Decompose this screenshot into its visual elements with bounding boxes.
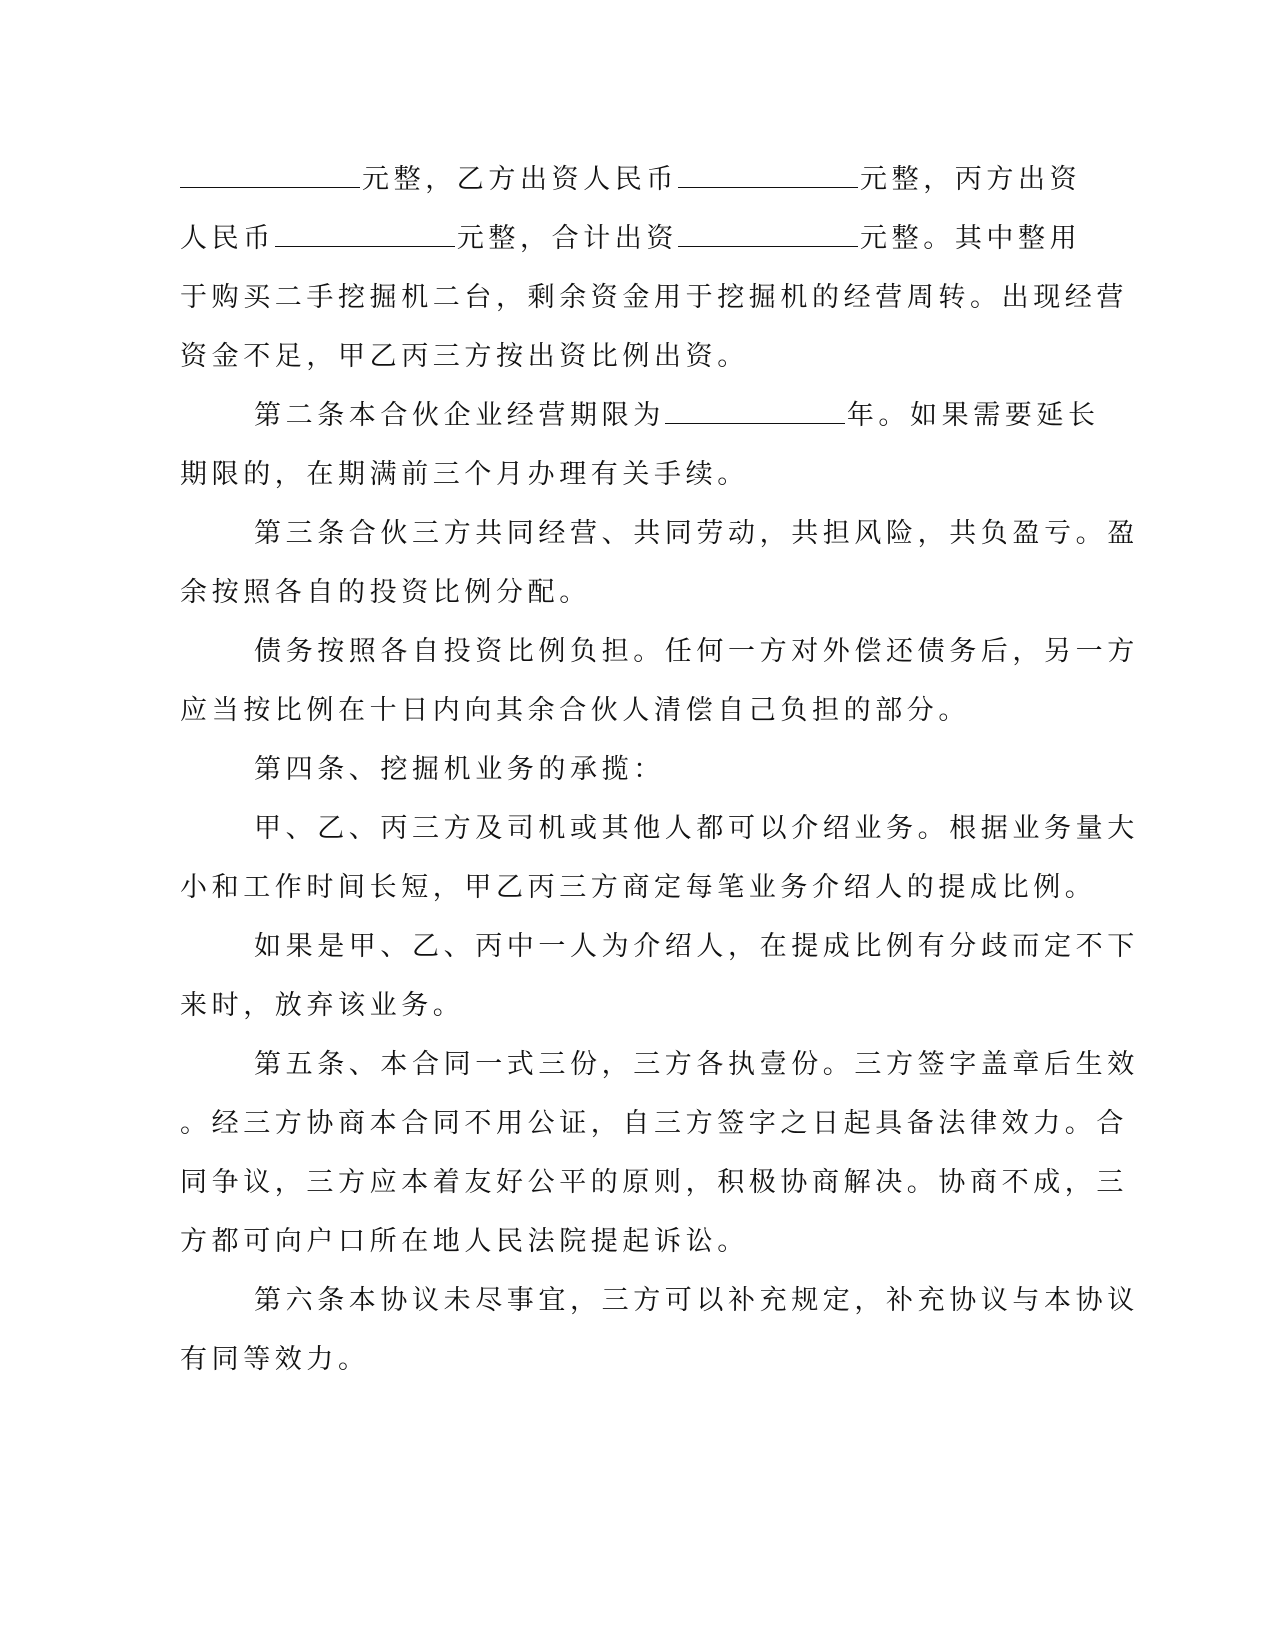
text-segment: 第二条本合伙企业经营期限为 <box>254 400 665 431</box>
paragraph-line <box>180 150 1082 209</box>
text-segment: 如果是甲、乙、丙中一人为介绍人，在提成比例有分歧而定不下 <box>254 931 1139 962</box>
paragraph-line <box>180 209 1082 268</box>
text-segment: 人民币 <box>180 223 275 254</box>
fill-in-blank <box>678 222 858 247</box>
paragraph-line <box>180 858 1097 917</box>
text-segment: 第六条本协议未尽事宜，三方可以补充规定，补充协议与本协议 <box>254 1285 1139 1316</box>
text-segment: 资金不足，甲乙丙三方按出资比例出资。 <box>180 341 749 372</box>
paragraph-line <box>180 1153 1128 1212</box>
text-segment: 期限的，在期满前三个月办理有关手续。 <box>180 459 749 490</box>
text-segment: 来时，放弃该业务。 <box>180 990 465 1021</box>
text-segment: 元整。其中整用 <box>860 223 1082 254</box>
text-segment: 元整，乙方出资人民币 <box>362 164 678 195</box>
text-segment: 同争议，三方应本着友好公平的原则，积极协商解决。协商不成，三 <box>180 1167 1128 1198</box>
paragraph-first-line <box>180 740 1030 799</box>
paragraph-first-line <box>180 799 1139 858</box>
paragraph-line <box>180 976 1030 1035</box>
paragraph-line <box>180 268 1128 327</box>
paragraph-first-line <box>180 1035 1139 1094</box>
text-segment: 方都可向户口所在地人民法院提起诉讼。 <box>180 1226 749 1257</box>
text-segment: 余按照各自的投资比例分配。 <box>180 577 591 608</box>
text-segment: 应当按比例在十日内向其余合伙人清偿自己负担的部分。 <box>180 695 970 726</box>
fill-in-blank <box>180 163 360 188</box>
paragraph-first-line <box>180 622 1139 681</box>
text-segment: 于购买二手挖掘机二台，剩余资金用于挖掘机的经营周转。出现经营 <box>180 282 1128 313</box>
text-segment: 小和工作时间长短，甲乙丙三方商定每笔业务介绍人的提成比例。 <box>180 872 1097 903</box>
paragraph-first-line <box>180 386 1100 445</box>
paragraph-line <box>180 1330 1030 1389</box>
fill-in-blank <box>665 399 845 424</box>
paragraph-line <box>180 445 1030 504</box>
fill-in-blank <box>678 163 858 188</box>
text-segment: 第三条合伙三方共同经营、共同劳动，共担风险，共负盈亏。盈 <box>254 518 1139 549</box>
paragraph-first-line <box>180 504 1139 563</box>
text-segment: 第四条、挖掘机业务的承揽： <box>254 754 665 785</box>
text-segment: 元整，合计出资 <box>456 223 679 254</box>
text-segment: 年。如果需要延长 <box>846 400 1100 431</box>
fill-in-blank <box>275 222 455 247</box>
paragraph-line <box>180 327 1030 386</box>
text-segment: 有同等效力。 <box>180 1344 370 1375</box>
text-segment: 甲、乙、丙三方及司机或其他人都可以介绍业务。根据业务量大 <box>254 813 1139 844</box>
text-segment: 债务按照各自投资比例负担。任何一方对外偿还债务后，另一方 <box>254 636 1139 667</box>
paragraph-first-line <box>180 917 1139 976</box>
paragraph-line <box>180 1094 1128 1153</box>
paragraph-line <box>180 563 1030 622</box>
text-segment: 第五条、本合同一式三份，三方各执壹份。三方签字盖章后生效 <box>254 1049 1139 1080</box>
text-segment: 。经三方协商本合同不用公证，自三方签字之日起具备法律效力。合 <box>180 1108 1128 1139</box>
paragraph-line <box>180 1212 1030 1271</box>
document-page <box>180 150 1139 1389</box>
paragraph-line <box>180 681 1030 740</box>
text-segment: 元整，丙方出资 <box>860 164 1082 195</box>
paragraph-first-line <box>180 1271 1139 1330</box>
